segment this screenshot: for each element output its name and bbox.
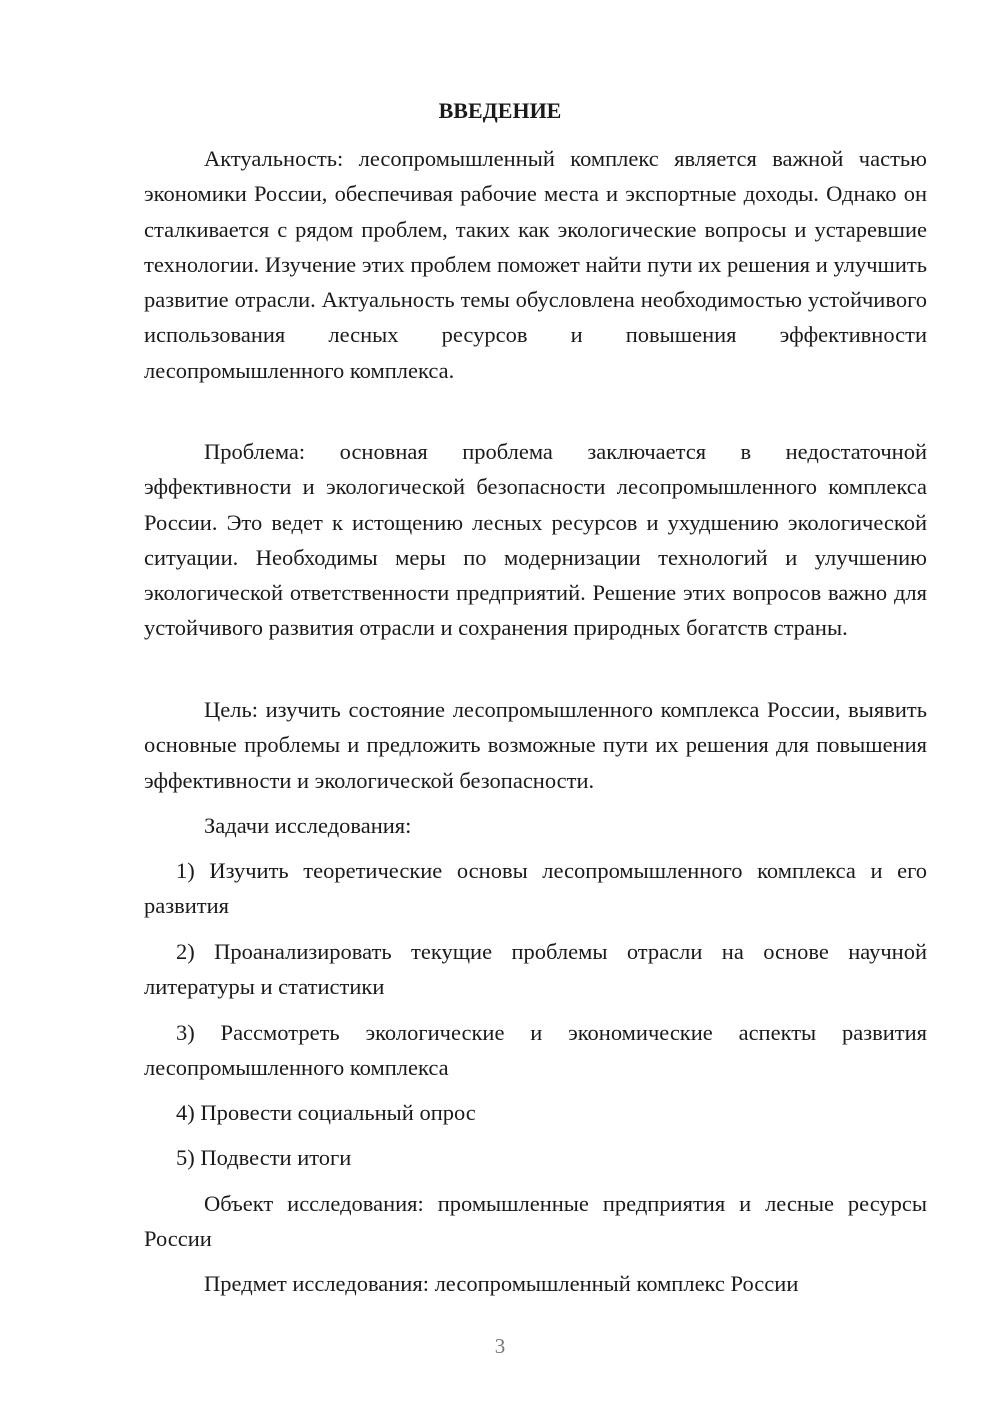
task-item-1: 1) Изучить теоретические основы лесопромышленного комплекса и его развития [144, 858, 927, 919]
goal-paragraph: Цель: изучить состояние лесопромышленного комплекса России, выявить основные проблемы и предложить возможные пути их решения для повышения эффективности и экологической безопасности. [144, 697, 927, 793]
subject-paragraph: Предмет исследования: лесопромышленный комплекс России [204, 1271, 799, 1296]
object-paragraph: Объект исследования: промышленные предприятия и лесные ресурсы России [144, 1191, 927, 1252]
problem-paragraph: Проблема: основная проблема заключается в недостаточной эффективности и экологической безопасности лесопромышленного комплекса России. Это ведет к истощению лесных ресурсов и ухудшению экологической ситуации. Необходимы меры по модернизации технологий и улучшению экологической ответственности предприятий. Решение этих вопросов важно для устойчивого развития отрасли и сохранения природных богатств страны. [144, 439, 927, 641]
task-item-4: 4) Провести социальный опрос [176, 1100, 476, 1125]
task-item-2: 2) Проанализировать текущие проблемы отрасли на основе научной литературы и статистики [144, 939, 927, 1000]
task-item-5: 5) Подвести итоги [176, 1145, 352, 1170]
tasks-heading: Задачи исследования: [204, 813, 412, 838]
relevance-paragraph: Актуальность: лесопромышленный комплекс является важной частью экономики России, обеспечивая рабочие места и экспортные доходы. Однако он сталкивается с рядом проблем, таких как экологические вопросы и устаревшие технологии. Изучение этих проблем поможет найти пути их решения и улучшить развитие отрасли. Актуальность темы обусловлена необходимостью устойчивого использования лесных ресурсов и повышения эффективности лесопромышленного комплекса. [144, 146, 927, 383]
page-title: ВВЕДЕНИЕ [438, 98, 562, 123]
task-item-3: 3) Рассмотреть экологические и экономические аспекты развития лесопромышленного комплекса [144, 1020, 927, 1081]
page-number: 3 [494, 1334, 506, 1358]
